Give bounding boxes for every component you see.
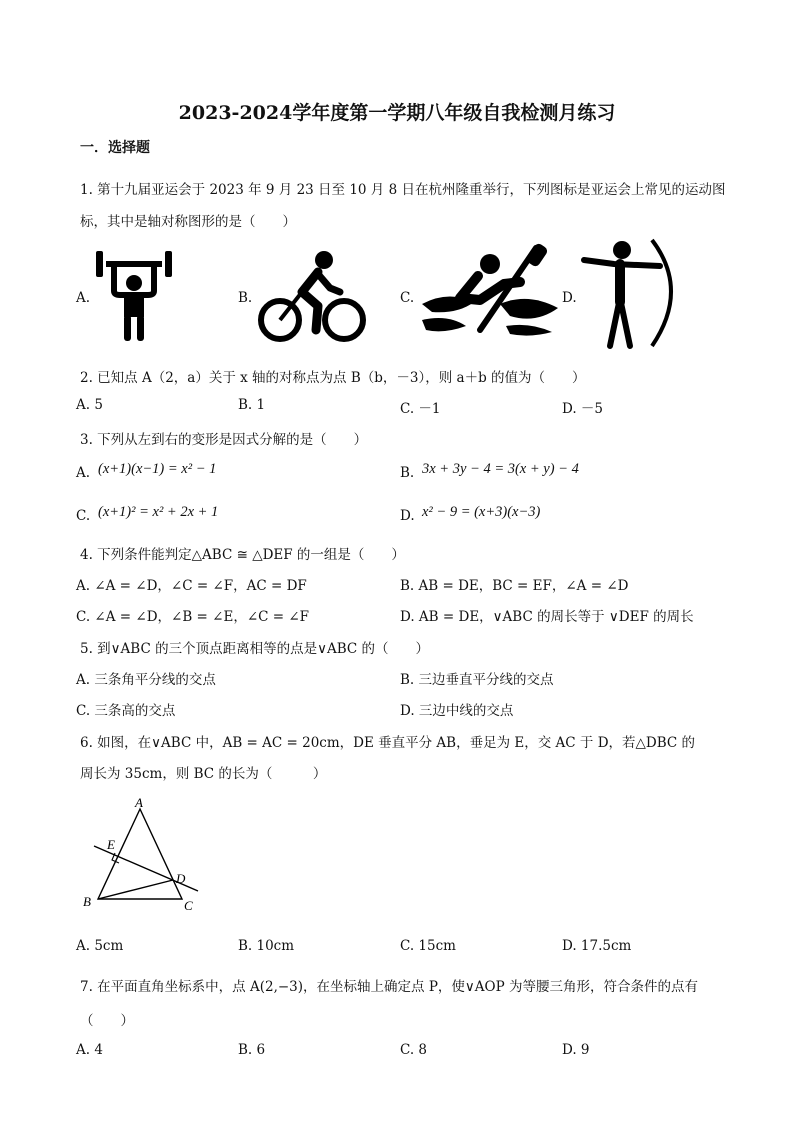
q1-option-b-label: B.: [238, 290, 253, 306]
triangle-figure: [80, 795, 210, 915]
figure-label-b: B: [83, 894, 91, 909]
q1-option-a-label: A.: [76, 290, 91, 306]
q7-option-a: A. 4: [76, 1042, 103, 1058]
q1-stem-line2: 标，其中是轴对称图形的是（ ）: [80, 214, 296, 230]
weightlifting-icon: [92, 245, 176, 345]
section-heading: 一．选择题: [80, 140, 150, 156]
canoeing-icon: [418, 242, 566, 342]
q1-option-c-label: C.: [400, 290, 415, 306]
q5-stem: 5. 到∨ABC 的三个顶点距离相等的点是∨ABC 的（ ）: [80, 641, 430, 657]
q3-option-d: x² − 9 = (x+3)(x−3): [422, 504, 541, 520]
q2-option-a: A. 5: [76, 397, 103, 413]
q3-option-c: (x+1)² = x² + 2x + 1: [98, 504, 219, 520]
q1-stem-line1: 1. 第十九届亚运会于 2023 年 9 月 23 日至 10 月 8 日在杭州隆重举行，下列图标是亚运会上常见的运动图: [80, 182, 726, 198]
q7-option-c: C. 8: [400, 1042, 428, 1058]
page-title: 2023-2024学年度第一学期八年级自我检测月练习: [178, 102, 616, 124]
q5-option-d: D. 三边中线的交点: [400, 703, 514, 719]
q3-option-c-label: C.: [76, 508, 91, 524]
q3-option-b: 3x + 3y − 4 = 3(x + y) − 4: [422, 461, 579, 477]
q4-option-c: C. ∠A = ∠D，∠B = ∠E，∠C = ∠F: [76, 609, 310, 625]
q6-stem-line1: 6. 如图，在∨ABC 中，AB = AC = 20cm，DE 垂直平分 AB，垂足为 E，交 AC 于 D，若△DBC 的: [80, 735, 696, 751]
q3-option-a-label: A.: [76, 465, 91, 481]
q5-option-a: A. 三条角平分线的交点: [76, 672, 216, 688]
q4-stem: 4. 下列条件能判定△ABC ≅ △DEF 的一组是（ ）: [80, 547, 405, 563]
q2-option-b: B. 1: [238, 397, 266, 413]
q2-option-c: C. －1: [400, 401, 441, 417]
q7-option-b: B. 6: [238, 1042, 266, 1058]
q1-option-d-label: D.: [562, 290, 577, 306]
q7-stem-line1: 7. 在平面直角坐标系中，点 A(2,−3)，在坐标轴上确定点 P，使∨AOP 为等腰三角形，符合条件的点有: [80, 979, 698, 995]
figure-label-d: D: [176, 871, 186, 886]
q7-option-d: D. 9: [562, 1042, 590, 1058]
figure-label-e: E: [107, 837, 115, 852]
q4-option-a: A. ∠A = ∠D，∠C = ∠F，AC = DF: [76, 578, 307, 594]
archery-icon: [580, 238, 684, 350]
figure-label-a: A: [135, 795, 143, 810]
q4-option-b: B. AB = DE，BC = EF，∠A = ∠D: [400, 578, 629, 594]
q7-stem-line2: （ ）: [80, 1013, 134, 1029]
q5-option-b: B. 三边垂直平分线的交点: [400, 672, 554, 688]
q6-option-a: A. 5cm: [76, 938, 124, 954]
q3-option-a: (x+1)(x−1) = x² − 1: [98, 461, 217, 477]
q2-option-d: D. －5: [562, 401, 604, 417]
q3-stem: 3. 下列从左到右的变形是因式分解的是（ ）: [80, 432, 368, 448]
q3-option-b-label: B.: [400, 465, 415, 481]
q3-option-d-label: D.: [400, 508, 415, 524]
q6-stem-line2: 周长为 35cm，则 BC 的长为（ ）: [80, 766, 327, 782]
q2-stem: 2. 已知点 A（2，a）关于 x 轴的对称点为点 B（b，－3），则 a＋b 的值为（ ）: [80, 370, 586, 386]
q5-option-c: C. 三条高的交点: [76, 703, 176, 719]
q6-option-b: B. 10cm: [238, 938, 295, 954]
figure-label-c: C: [184, 898, 193, 913]
q4-option-d: D. AB = DE，∨ABC 的周长等于 ∨DEF 的周长: [400, 609, 694, 625]
cycling-icon: [256, 248, 368, 344]
q6-option-c: C. 15cm: [400, 938, 456, 954]
q6-option-d: D. 17.5cm: [562, 938, 632, 954]
